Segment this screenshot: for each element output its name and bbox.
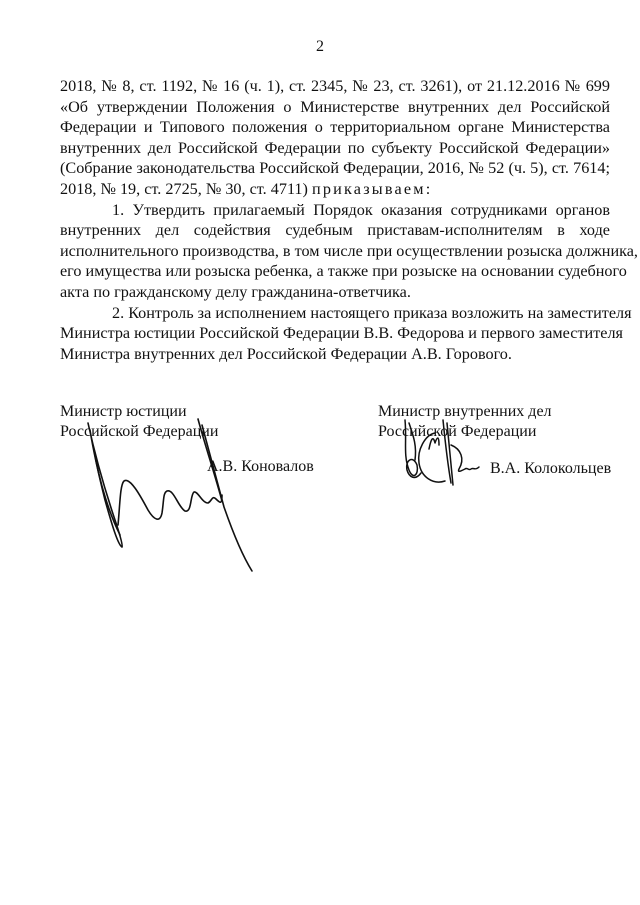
text-line: Федерации и Типового положения о территориальном органе Министерства — [60, 118, 610, 137]
signatory-name-right: В.А. Колокольцев — [490, 460, 612, 477]
handwritten-signature-right-icon — [395, 415, 485, 495]
text-line: (Собрание законодательства Российской Федерации, 2016, № 52 (ч. 5), ст. 7614; — [60, 159, 610, 178]
signatory-title-line: Российской Федерации — [60, 423, 219, 440]
signatory-title-line: Российской Федерации — [378, 423, 537, 440]
text-line: исполнительного производства, в том числе при осуществлении розыска должника, — [60, 241, 638, 260]
text-line: его имущества или розыска ребенка, а также при розыске на основании судебного — [60, 262, 627, 281]
item-2-paragraph — [60, 303, 632, 365]
item-1-paragraph — [60, 200, 638, 303]
text-line: внутренних дел содействия судебным приставам-исполнителям в ходе — [60, 221, 610, 240]
text-line: внутренних дел Российской Федерации по субъекту Российской Федерации» — [60, 138, 610, 157]
text-line: Министра внутренних дел Российской Федерации А.В. Горового. — [60, 344, 512, 363]
document-body — [60, 76, 638, 364]
signatory-title-line: Министр внутренних дел — [378, 403, 552, 420]
signatory-title-line: Министр юстиции — [60, 403, 187, 420]
text-line: Министра юстиции Российской Федерации В.В. Федорова и первого заместителя — [60, 324, 623, 343]
text-line: 2. Контроль за исполнением настоящего приказа возложить на заместителя — [112, 303, 632, 322]
page-number: 2 — [316, 38, 324, 55]
text-line: 1. Утвердить прилагаемый Порядок оказания сотрудниками органов — [112, 200, 610, 219]
order-word: приказываем: — [311, 179, 433, 198]
text-fragment: 2018, № 19, ст. 2725, № 30, ст. 4711) — [60, 179, 312, 198]
signatory-name-left: А.В. Коновалов — [207, 458, 314, 475]
text-line — [60, 179, 610, 200]
text-line: «Об утверждении Положения о Министерстве внутренних дел Российской — [60, 97, 610, 116]
text-line: акта по гражданскому делу гражданина-ответчика. — [60, 282, 411, 301]
handwritten-signature-left-icon — [50, 395, 350, 595]
intro-paragraph — [60, 76, 610, 200]
text-line: 2018, № 8, ст. 1192, № 16 (ч. 1), ст. 2345, № 23, ст. 3261), от 21.12.2016 № 699 — [60, 77, 610, 95]
